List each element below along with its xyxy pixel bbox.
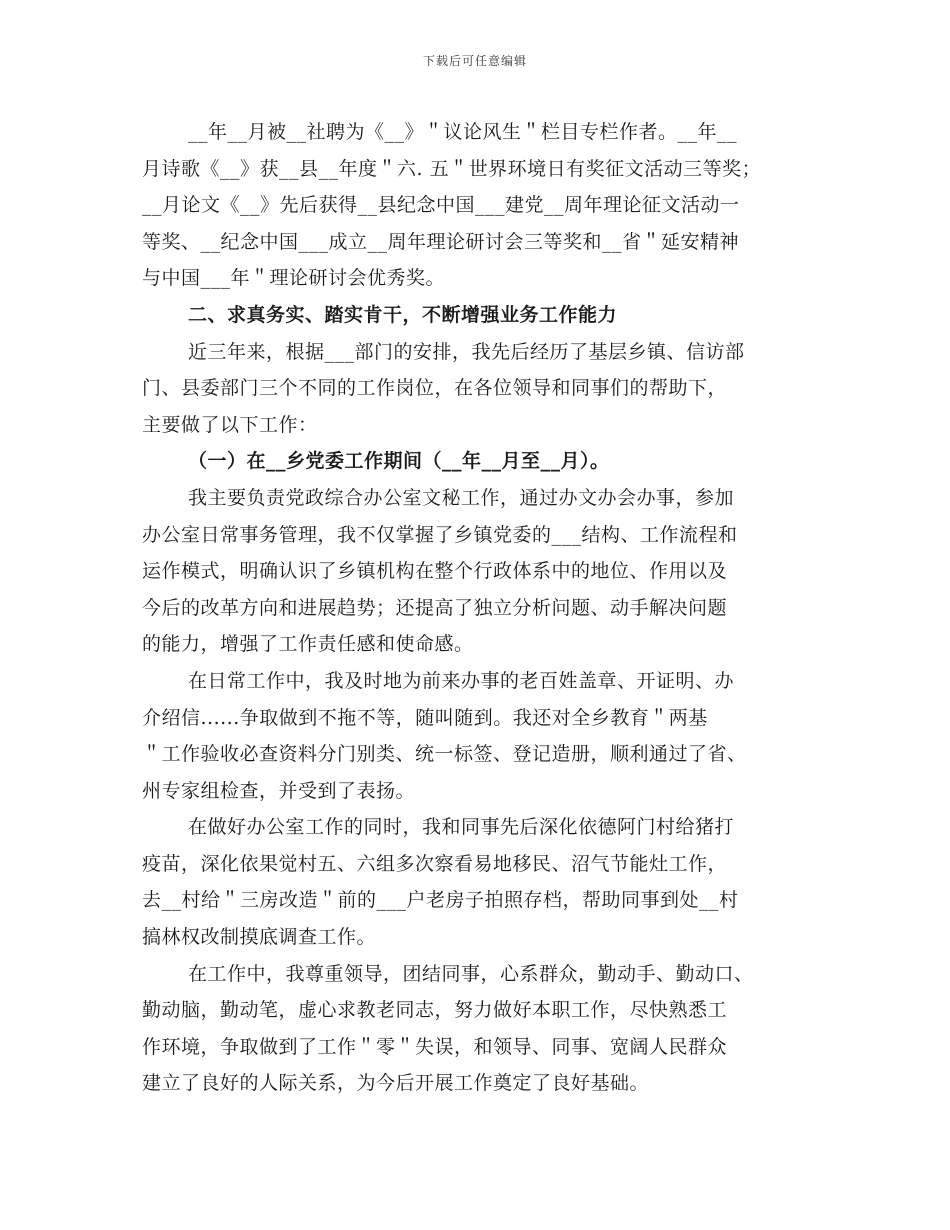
paragraph-line: 门、县委部门三个不同的工作岗位，在各位领导和同事们的帮助下， <box>142 377 728 400</box>
paragraph-line: 在日常工作中，我及时地为前来办事的老百姓盖章、开证明、办 <box>188 669 735 692</box>
paragraph-line: 运作模式，明确认识了乡镇机构在整个行政体系中的地位、作用以及 <box>142 560 728 583</box>
paragraph-line: 在做好办公室工作的同时，我和同事先后深化依德阿门村给猪打 <box>188 816 735 839</box>
paragraph-line: 月诗歌《__》获__县__年度＂六. 五＂世界环境日有奖征文活动三等奖； <box>142 157 762 180</box>
paragraph-line: 介绍信......争取做到不拖不等，随叫随到。我还对全乡教育＂两基 <box>142 706 708 729</box>
paragraph-line: ＂工作验收必查资料分门别类、统一标签、登记造册，顺利通过了省、 <box>142 743 747 766</box>
paragraph-line: 与中国___年＂理论研讨会优秀奖。 <box>142 267 446 290</box>
paragraph-line: 州专家组检查，并受到了表扬。 <box>142 779 416 802</box>
paragraph-line: 的能力，增强了工作责任感和使命感。 <box>142 633 474 656</box>
paragraph-line: 去__村给＂三房改造＂前的___户老房子拍照存档，帮助同事到处__村 <box>142 889 739 912</box>
paragraph-line: __年__月被__社聘为《__》＂议论风生＂栏目专栏作者。__年__ <box>188 121 738 143</box>
paragraph-line: 疫苗，深化依果觉村五、六组多次察看易地移民、沼气节能灶工作， <box>142 852 728 875</box>
paragraph-line: 作环境，争取做到了工作＂零＂失误，和领导、同事、宽阔人民群众 <box>142 1035 728 1058</box>
paragraph-line: 今后的改革方向和进展趋势；还提高了独立分析问题、动手解决问题 <box>142 596 728 619</box>
paragraph-line: 办公室日常事务管理，我不仅掌握了乡镇党委的___结构、工作流程和 <box>142 523 738 546</box>
section-heading-line: （一）在__乡党委工作期间（__年__月至__月）。 <box>188 450 610 473</box>
paragraph-line: 建立了良好的人际关系，为今后开展工作奠定了良好基础。 <box>142 1072 650 1095</box>
paragraph-line: 等奖、__纪念中国___成立__周年理论研讨会三等奖和__省＂延安精神 <box>142 230 740 253</box>
paragraph-line: 近三年来，根据___部门的安排，我先后经历了基层乡镇、信访部 <box>188 340 745 363</box>
paragraph-line: 主要做了以下工作： <box>142 413 318 436</box>
paragraph-line: 我主要负责党政综合办公室文秘工作，通过办文办会办事，参加 <box>188 486 735 509</box>
document-body <box>142 114 810 1102</box>
section-heading-line: 二、求真务实、踏实肯干，不断增强业务工作能力 <box>188 303 618 326</box>
paragraph-line: 勤动脑，勤动笔，虚心求教老同志，努力做好本职工作，尽快熟悉工 <box>142 999 728 1022</box>
paragraph-line: 在工作中，我尊重领导，团结同事，心系群众，勤动手、勤动口、 <box>188 962 754 985</box>
page-header: 下载后可任意编辑 <box>422 54 527 68</box>
paragraph-line: 搞林权改制摸底调查工作。 <box>142 926 377 949</box>
paragraph-line: __月论文《__》先后获得__县纪念中国___建党__周年理论征文活动一 <box>142 194 740 217</box>
